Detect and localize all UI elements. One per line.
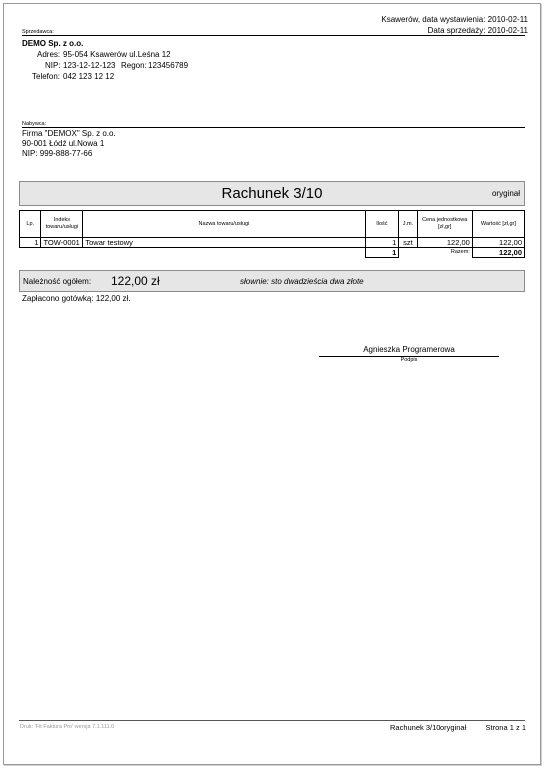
cell-qty: 1 <box>365 238 399 248</box>
signature-label: Podpis <box>400 357 418 363</box>
cell-index: TOW-0001 <box>41 238 83 248</box>
seller-regon-label: Regon: <box>121 61 147 70</box>
footer-doc: Rachunek 3/10 <box>390 723 441 732</box>
buyer-nip: NIP: 999-888-77-66 <box>22 149 93 158</box>
col-header-index: Indeks towaru/usługi <box>41 211 83 238</box>
col-header-lp: Lp. <box>20 211 41 238</box>
seller-phone: 042 123 12 12 <box>63 72 115 81</box>
col-header-qty: Ilość <box>365 211 399 238</box>
seller-nip: 123-12-12-123 <box>63 61 116 70</box>
seller-regon: 123456789 <box>148 61 189 70</box>
summary-label: Należność ogółem: <box>23 277 92 286</box>
cell-name: Towar testowy <box>83 238 365 248</box>
table-row <box>20 238 525 248</box>
summary-amount: 122,00 zł <box>111 274 160 288</box>
table-header-row <box>20 211 525 238</box>
cell-unit-price: 122,00 <box>417 238 472 248</box>
total-value: 122,00 <box>472 248 524 258</box>
buyer-address: 90-001 Łódź ul.Nowa 1 <box>22 139 105 148</box>
items-table <box>19 210 525 258</box>
summary-in-words: słownie: sto dwadzieścia dwa złote <box>240 277 364 286</box>
total-qty: 1 <box>365 248 399 258</box>
cell-unit: szt <box>399 238 417 248</box>
document-title: Rachunek 3/10 <box>221 185 323 202</box>
invoice-page <box>3 3 541 765</box>
footer-page: Strona 1 z 1 <box>485 723 526 732</box>
seller-name: DEMO Sp. z o.o. <box>22 39 84 48</box>
footer-divider <box>19 720 525 721</box>
buyer-label: Nabywca: <box>22 121 47 127</box>
seller-divider <box>22 35 525 36</box>
seller-address: 95-054 Ksawerów ul.Leśna 12 <box>63 50 171 59</box>
footer-copy: oryginał <box>440 723 467 732</box>
seller-nip-label: NIP: <box>45 61 61 70</box>
seller-address-label: Adres: <box>37 50 61 59</box>
document-title-box <box>19 181 525 206</box>
buyer-name: Firma "DEMOX" Sp. z o.o. <box>22 129 116 138</box>
seller-phone-label: Telefon: <box>32 72 61 81</box>
total-label: Razem: <box>450 249 470 256</box>
cell-lp: 1 <box>20 238 41 248</box>
footer-printed-by: Druk: 'Fit Faktura Pro' wersja 7.1.111.0 <box>20 724 115 730</box>
document-copy: oryginał <box>491 189 520 198</box>
col-header-value: Wartość [zł,gr] <box>472 211 524 238</box>
issue-date-line: Ksawerów, data wystawienia: 2010-02-11 <box>381 15 528 24</box>
table-total-row <box>20 248 525 258</box>
paid-note: Zapłacono gotówką: 122,00 zł. <box>22 294 131 303</box>
col-header-name: Nazwa towaru/usługi <box>83 211 365 238</box>
buyer-divider <box>22 127 525 128</box>
signature-name: Agnieszka Programerowa <box>363 345 455 354</box>
seller-label: Sprzedawca: <box>22 29 54 35</box>
summary-box <box>19 270 525 292</box>
sale-date-line: Data sprzedaży: 2010-02-11 <box>427 26 528 35</box>
cell-value: 122,00 <box>472 238 524 248</box>
col-header-unit-price: Cena jednostkowa [zł,gr] <box>417 211 472 238</box>
col-header-unit: J.m. <box>399 211 417 238</box>
